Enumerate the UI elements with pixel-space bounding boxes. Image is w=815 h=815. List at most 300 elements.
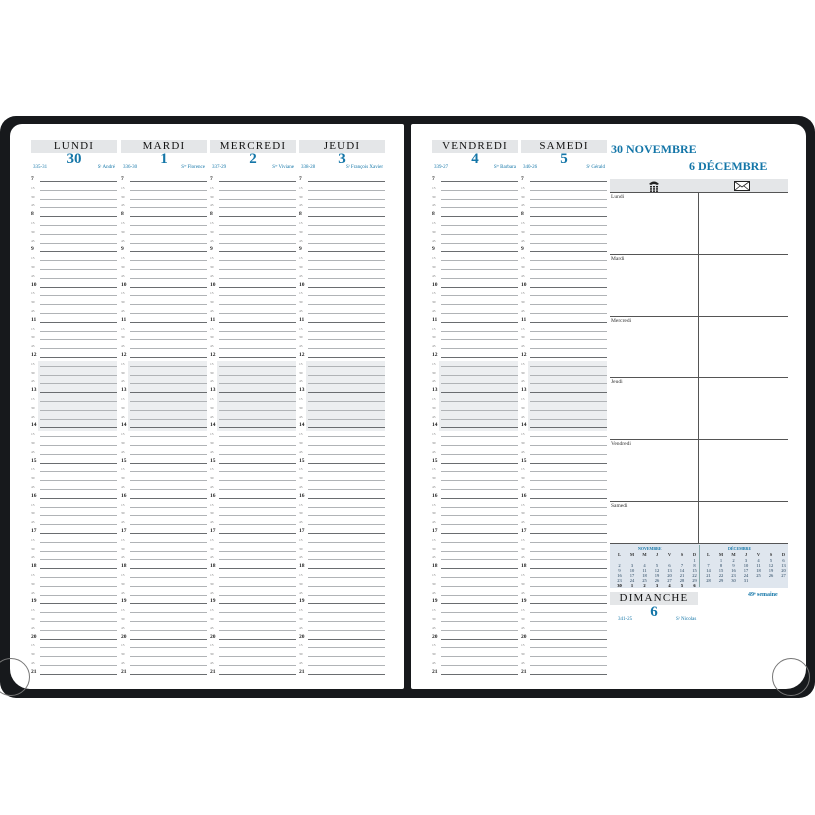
minute-label: 45 — [210, 309, 214, 313]
mini-calendar-day: 23 — [731, 573, 736, 578]
minute-label: 30 — [299, 229, 303, 234]
minute-label: 15 — [210, 256, 214, 261]
hour-label: 17 — [210, 528, 216, 534]
week-number: 49ᵉ semaine — [748, 592, 778, 598]
hour-label: 14 — [210, 422, 216, 429]
minute-label: 15 — [521, 573, 525, 577]
hour-line — [130, 674, 207, 675]
hour-label: 15 — [521, 457, 527, 464]
hour-label: 18 — [521, 563, 527, 570]
mini-calendar-day: 5 — [769, 558, 773, 563]
quarter-line — [130, 577, 207, 578]
hour-label: 14 — [521, 422, 527, 429]
minute-label: 30 — [299, 335, 303, 340]
quarter-line — [308, 366, 385, 367]
quarter-line — [308, 454, 385, 455]
quarter-line — [130, 665, 207, 666]
minute-label: 30 — [432, 405, 436, 410]
hour-label: 11 — [210, 316, 216, 323]
hour-line — [308, 533, 385, 534]
hour-label: 12 — [432, 352, 438, 358]
hour-label: 20 — [299, 633, 305, 640]
quarter-line — [441, 436, 518, 437]
quarter-line — [219, 304, 296, 305]
quarter-line — [40, 656, 117, 657]
quarter-line — [219, 542, 296, 543]
minute-label: 45 — [299, 203, 303, 208]
hour-label: 12 — [121, 352, 127, 358]
minute-label: 15 — [432, 221, 436, 225]
minute-label: 30 — [299, 194, 303, 199]
hour-line — [308, 427, 385, 428]
minute-label: 15 — [299, 326, 303, 331]
minute-label: 30 — [210, 405, 214, 410]
hour-line — [441, 392, 518, 393]
quarter-line — [40, 304, 117, 305]
minute-label: 15 — [121, 397, 125, 401]
mini-calendar-day: 4 — [757, 558, 760, 563]
quarter-line — [308, 190, 385, 191]
quarter-line — [40, 647, 117, 648]
hour-label: 15 — [432, 457, 438, 464]
hour-line — [219, 392, 296, 393]
quarter-line — [40, 313, 117, 314]
quarter-line — [530, 454, 607, 455]
quarter-line — [40, 524, 117, 525]
quarter-line — [219, 436, 296, 437]
hour-line — [40, 498, 117, 499]
quarter-line — [530, 445, 607, 446]
quarter-line — [219, 577, 296, 578]
notes-row-label: Lundi — [611, 194, 625, 200]
quarter-line — [441, 630, 518, 631]
minute-label: 45 — [121, 590, 125, 595]
minute-label: 15 — [432, 432, 436, 437]
quarter-line — [40, 445, 117, 446]
mini-calendar-day: 29 — [718, 578, 724, 583]
mini-calendar-day: 15 — [718, 568, 724, 573]
minute-label: 45 — [121, 344, 125, 349]
quarter-line — [530, 524, 607, 525]
mini-calendar-day: 22 — [718, 573, 724, 578]
day-number: 2 — [249, 151, 257, 167]
day-header: VENDREDI — [432, 140, 518, 153]
minute-label: 45 — [121, 414, 125, 419]
mini-calendar-day: 3 — [744, 558, 748, 563]
minute-label: 15 — [432, 361, 436, 366]
quarter-line — [130, 445, 207, 446]
minute-label: 45 — [210, 449, 214, 454]
minute-label: 45 — [299, 414, 303, 419]
minute-label: 45 — [210, 414, 214, 419]
hour-label: 18 — [121, 563, 127, 570]
minute-label: 30 — [31, 441, 35, 445]
quarter-line — [130, 269, 207, 270]
quarter-line — [308, 586, 385, 587]
minute-label: 15 — [31, 361, 35, 366]
minute-label: 15 — [521, 432, 525, 437]
mini-calendar-weekday: M — [731, 552, 736, 557]
hour-line — [130, 498, 207, 499]
quarter-line — [130, 471, 207, 472]
quarter-line — [308, 375, 385, 376]
quarter-line — [130, 489, 207, 490]
mini-calendar-weekday: J — [655, 552, 659, 557]
minute-label: 45 — [432, 449, 436, 454]
minute-label: 45 — [210, 485, 214, 489]
hour-label: 13 — [299, 387, 305, 394]
hour-label: 9 — [432, 246, 435, 253]
quarter-line — [530, 269, 607, 270]
lunch-shade — [128, 361, 207, 431]
minute-label: 30 — [210, 581, 214, 586]
quarter-line — [130, 243, 207, 244]
mini-calendar-day: 5 — [655, 563, 659, 568]
minute-label: 15 — [210, 502, 214, 507]
quarter-line — [219, 207, 296, 208]
hour-label: 15 — [31, 457, 37, 464]
hour-label: 7 — [210, 176, 213, 182]
quarter-line — [530, 551, 607, 552]
hour-line — [530, 181, 607, 182]
hour-line — [130, 463, 207, 464]
minute-label: 45 — [121, 379, 125, 384]
hour-line — [530, 322, 607, 323]
mini-calendar-day: 25 — [642, 578, 647, 583]
hour-line — [530, 463, 607, 464]
saint-name: Sᵗᵉ Viviane — [272, 165, 294, 170]
minute-label: 15 — [121, 185, 125, 190]
minute-label: 45 — [432, 625, 436, 630]
quarter-line — [441, 480, 518, 481]
quarter-line — [530, 480, 607, 481]
hour-label: 11 — [432, 316, 438, 323]
mini-calendar-day: 12 — [654, 568, 660, 573]
hour-line — [130, 427, 207, 428]
minute-label: 45 — [31, 590, 35, 595]
quarter-line — [308, 656, 385, 657]
minute-label: 30 — [521, 405, 525, 410]
hour-line — [441, 357, 518, 358]
notes-row-label: Mardi — [611, 256, 625, 262]
hour-line — [441, 603, 518, 604]
day-number: 1 — [160, 151, 168, 167]
quarter-line — [530, 375, 607, 376]
minute-label: 45 — [432, 520, 436, 525]
quarter-line — [40, 401, 117, 402]
minute-label: 45 — [299, 555, 303, 560]
minute-label: 45 — [432, 344, 436, 349]
quarter-line — [130, 190, 207, 191]
quarter-line — [40, 551, 117, 552]
quarter-line — [40, 542, 117, 543]
quarter-line — [40, 436, 117, 437]
minute-label: 45 — [210, 238, 214, 243]
mini-calendar-day: 24 — [629, 578, 635, 583]
mini-calendar-weekday: M — [718, 552, 724, 557]
hour-line — [40, 639, 117, 640]
minute-label: 15 — [121, 221, 125, 225]
mini-calendar-day: 26 — [654, 578, 660, 583]
quarter-line — [441, 225, 518, 226]
minute-label: 45 — [121, 661, 125, 665]
minute-label: 15 — [210, 573, 214, 577]
mini-calendar-weekday: S — [680, 552, 684, 557]
minute-label: 30 — [432, 229, 436, 234]
mini-calendar-weekday: D — [781, 552, 786, 557]
quarter-line — [40, 366, 117, 367]
hour-line — [308, 463, 385, 464]
hour-label: 16 — [521, 492, 527, 499]
hour-label: 17 — [121, 528, 127, 534]
hour-line — [308, 639, 385, 640]
quarter-line — [219, 383, 296, 384]
mini-calendar-day: 8 — [719, 563, 723, 568]
quarter-line — [530, 559, 607, 560]
minute-label: 45 — [31, 344, 35, 349]
quarter-line — [130, 295, 207, 296]
mini-calendar-day: 17 — [629, 573, 635, 578]
hour-label: 16 — [121, 492, 127, 499]
quarter-line — [530, 489, 607, 490]
quarter-line — [219, 348, 296, 349]
quarter-line — [441, 295, 518, 296]
notes-row-label: Mercredi — [611, 318, 632, 324]
quarter-line — [219, 199, 296, 200]
hour-line — [40, 181, 117, 182]
quarter-line — [308, 410, 385, 411]
quarter-line — [530, 401, 607, 402]
hour-line — [308, 568, 385, 569]
quarter-line — [530, 586, 607, 587]
quarter-line — [40, 621, 117, 622]
hour-line — [441, 287, 518, 288]
quarter-line — [441, 524, 518, 525]
quarter-line — [130, 366, 207, 367]
minute-label: 15 — [432, 291, 436, 296]
quarter-line — [308, 436, 385, 437]
minute-label: 45 — [31, 485, 35, 489]
hour-line — [530, 674, 607, 675]
minute-label: 30 — [521, 335, 525, 340]
hour-label: 21 — [299, 668, 305, 675]
hour-line — [219, 674, 296, 675]
quarter-line — [219, 234, 296, 235]
hour-line — [441, 533, 518, 534]
time-grid — [432, 175, 518, 687]
notes-header — [610, 179, 788, 192]
mini-calendar-day: 14 — [679, 568, 685, 573]
quarter-line — [530, 630, 607, 631]
mini-calendar-day: 9 — [732, 563, 735, 568]
minute-label: 30 — [31, 546, 35, 551]
minute-label: 15 — [31, 221, 35, 225]
quarter-line — [530, 419, 607, 420]
quarter-line — [530, 295, 607, 296]
quarter-line — [40, 269, 117, 270]
quarter-line — [308, 630, 385, 631]
minute-label: 45 — [299, 625, 303, 630]
quarter-line — [219, 515, 296, 516]
quarter-line — [530, 366, 607, 367]
quarter-line — [219, 595, 296, 596]
minute-label: 45 — [31, 309, 35, 313]
hour-label: 7 — [31, 176, 34, 182]
hour-line — [308, 181, 385, 182]
minute-label: 30 — [121, 546, 125, 551]
quarter-line — [219, 647, 296, 648]
hour-line — [40, 357, 117, 358]
quarter-line — [40, 410, 117, 411]
quarter-line — [441, 586, 518, 587]
minute-label: 15 — [121, 326, 125, 331]
quarter-line — [441, 401, 518, 402]
quarter-line — [130, 454, 207, 455]
quarter-line — [308, 260, 385, 261]
mini-calendar-weekday: M — [642, 552, 647, 557]
minute-label: 30 — [299, 300, 303, 305]
quarter-line — [308, 647, 385, 648]
notes-row-line — [610, 377, 788, 378]
mini-calendar-day: 22 — [692, 573, 697, 578]
minute-label: 15 — [31, 432, 35, 437]
minute-label: 15 — [210, 221, 214, 225]
quarter-line — [308, 471, 385, 472]
week-title-start: 30 NOVEMBRE — [611, 142, 697, 156]
minute-label: 45 — [121, 309, 125, 313]
hour-label: 10 — [432, 281, 438, 288]
mini-calendar-day: 18 — [642, 573, 647, 578]
hour-label: 13 — [432, 387, 438, 394]
quarter-line — [441, 190, 518, 191]
minute-label: 45 — [210, 520, 214, 525]
minute-label: 15 — [121, 361, 125, 366]
quarter-line — [441, 471, 518, 472]
minute-label: 45 — [121, 238, 125, 243]
quarter-line — [530, 595, 607, 596]
minute-label: 45 — [299, 273, 303, 278]
hour-line — [219, 463, 296, 464]
mini-calendar-weekday: V — [667, 552, 672, 557]
quarter-line — [219, 471, 296, 472]
quarter-line — [441, 577, 518, 578]
quarter-line — [441, 542, 518, 543]
hour-label: 9 — [210, 246, 213, 253]
hour-line — [441, 427, 518, 428]
hour-label: 21 — [521, 668, 527, 675]
minute-label: 15 — [432, 643, 436, 648]
quarter-line — [130, 436, 207, 437]
minute-label: 30 — [432, 194, 436, 199]
quarter-line — [308, 339, 385, 340]
hour-label: 16 — [432, 492, 438, 499]
hour-label: 10 — [31, 281, 37, 288]
minute-label: 15 — [210, 291, 214, 296]
quarter-line — [40, 665, 117, 666]
minute-label: 30 — [432, 581, 436, 586]
minute-label: 45 — [432, 379, 436, 384]
minute-label: 15 — [299, 502, 303, 507]
hour-line — [308, 603, 385, 604]
quarter-line — [219, 551, 296, 552]
minute-label: 15 — [31, 537, 35, 542]
hour-label: 16 — [31, 492, 37, 499]
hour-label: 8 — [521, 211, 524, 218]
minute-label: 30 — [432, 300, 436, 305]
minute-label: 30 — [299, 511, 303, 516]
mini-calendar-day: 25 — [756, 573, 761, 578]
day-number-sunday: 6 — [650, 604, 658, 620]
hour-line — [40, 287, 117, 288]
hour-line — [441, 251, 518, 252]
minute-label: 45 — [121, 485, 125, 489]
quarter-line — [40, 348, 117, 349]
corner-guard-right — [772, 658, 810, 696]
quarter-line — [308, 401, 385, 402]
minute-label: 15 — [31, 643, 35, 648]
quarter-line — [308, 419, 385, 420]
hour-label: 20 — [121, 633, 127, 640]
minute-label: 45 — [31, 661, 35, 665]
quarter-line — [441, 234, 518, 235]
hour-line — [530, 216, 607, 217]
quarter-line — [441, 199, 518, 200]
minute-label: 15 — [121, 573, 125, 577]
mini-calendar-day: 2 — [643, 583, 646, 588]
minute-label: 45 — [432, 485, 436, 489]
quarter-line — [130, 542, 207, 543]
quarter-line — [308, 542, 385, 543]
quarter-line — [219, 445, 296, 446]
minute-label: 30 — [521, 441, 525, 445]
minute-label: 45 — [521, 238, 525, 243]
mini-calendar-weekday: L — [706, 552, 710, 557]
minute-label: 15 — [432, 397, 436, 401]
quarter-line — [530, 199, 607, 200]
minute-label: 15 — [521, 537, 525, 542]
hour-line — [40, 322, 117, 323]
day-number: 3 — [338, 151, 346, 167]
quarter-line — [40, 207, 117, 208]
mini-calendar-day: 16 — [617, 573, 622, 578]
minute-label: 30 — [31, 370, 35, 375]
quarter-line — [441, 383, 518, 384]
quarter-line — [219, 419, 296, 420]
mini-calendar-day: 6 — [782, 558, 785, 563]
quarter-line — [40, 339, 117, 340]
minute-label: 15 — [432, 185, 436, 190]
minute-label: 15 — [121, 256, 125, 261]
hour-label: 20 — [521, 633, 527, 640]
minute-label: 30 — [121, 405, 125, 410]
hour-label: 20 — [210, 633, 216, 640]
quarter-line — [308, 621, 385, 622]
quarter-line — [40, 586, 117, 587]
quarter-line — [219, 656, 296, 657]
hour-label: 17 — [432, 528, 438, 534]
day-header: LUNDI — [31, 140, 117, 153]
mini-calendar-day: 5 — [680, 583, 684, 588]
mini-calendar-day: 3 — [630, 563, 634, 568]
minute-label: 45 — [31, 449, 35, 454]
hour-label: 9 — [121, 246, 124, 253]
notes-row-line — [610, 501, 788, 502]
mini-calendar-day: 16 — [731, 568, 736, 573]
hour-label: 14 — [31, 422, 37, 429]
hour-label: 19 — [210, 598, 216, 605]
hour-line — [40, 463, 117, 464]
minute-label: 30 — [31, 405, 35, 410]
